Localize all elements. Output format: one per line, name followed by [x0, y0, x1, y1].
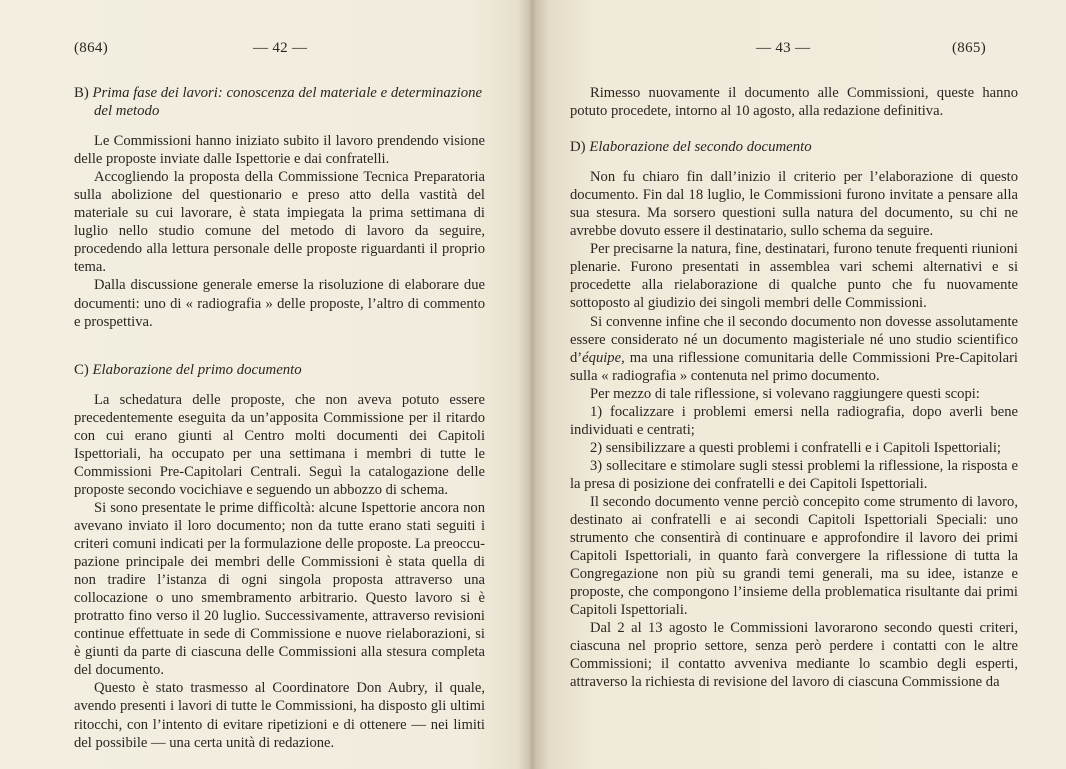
section-d-title: Elaborazione del secondo documento	[589, 139, 812, 156]
right-page	[532, 0, 1066, 769]
section-b-title-line1: Prima fase dei lavori: conoscenza del materiale e determinazione	[92, 85, 483, 101]
section-b-label: B)	[74, 85, 89, 101]
right-page-body	[570, 84, 1018, 692]
section-c-paragraph-2: Si sono presentate le prime difficoltà: alcune Ispettorie ancora non avevano inviato il loro documento; non da tutte erano stati seguiti i criteri comuni indicati per la formulazione delle proposte. La preoccupazione principale dei membri delle Commissioni è stata quella di non tradire l’istanza di ogni singola proposta attraverso una collocazione o uno smembramento arbitrario. Questo lavoro si è protratto fino verso il 20 luglio. Successivamente, attraverso revisioni continue effettuate in sede di Commissione e nuove rielaborazioni, si è giunti da parte di ciascuna delle Commissioni alla stesura completa del documento.	[74, 499, 485, 679]
left-page	[0, 0, 528, 769]
section-d-paragraph-1: Non fu chiaro fin dall’inizio il criterio per l’elaborazione di questo documento. Fin dal 18 luglio, le Commissioni furono invitate a pensare alla sua stesura. Ma sorsero questioni sulla natura del documento, su chi ne avrebbe dovuto essere il destinatario, sullo schema da seguire.	[570, 169, 1018, 240]
section-c-paragraph-3: Questo è stato trasmesso al Coordinatore Don Aubry, il quale, avendo presenti i lavori di tutte le Commissioni, ha disposto gli ultimi ritocchi, con l’intento di evitare ripetizioni e di ottenere — nei limiti del possibile — una certa unità di redazione.	[74, 680, 485, 751]
section-b-paragraph-3: Dalla discussione generale emerse la risoluzione di elaborare due documenti: uno di « radiografia » delle proposte, l’altro di commento e prospettiva.	[74, 277, 485, 330]
section-d-heading	[570, 138, 1018, 156]
section-c-title: Elaborazione del primo documento	[92, 361, 302, 378]
left-bracket-page-number: (864)	[74, 40, 108, 56]
section-b-paragraph-1: Le Commissioni hanno iniziato subito il lavoro prendendo visione delle proposte inviate dalle Ispettorie e dai confratelli.	[74, 133, 485, 168]
right-page-number: — 43 —	[756, 40, 811, 56]
right-bracket-page-number: (865)	[952, 40, 986, 56]
section-c-label: C)	[74, 361, 89, 378]
section-d-paragraph-4: Per mezzo di tale riflessione, si volevano raggiungere questi scopi:	[590, 385, 980, 402]
list-item: 3) sollecitare e stimolare sugli stessi problemi la riflessione, la risposta e la presa di posizione dei confratelli e dei Capitoli Ispettoriali.	[570, 457, 1018, 492]
left-page-body	[74, 84, 485, 752]
section-d-label: D)	[570, 139, 586, 156]
section-d-paragraph-3	[570, 313, 1018, 385]
list-item: 1) focalizzare i problemi emersi nella radiografia, dopo averli bene individuati e centrati;	[570, 403, 1018, 438]
section-b-title-line2: del metodo	[94, 103, 160, 120]
section-d-paragraph-5: Il secondo documento venne perciò concepito come strumento di lavoro, destinato ai confratelli e ai secondi Capitoli Ispettoriali Speciali: uno strumento che consentirà di continuare e approfondire il lavoro dei primi Capitoli Ispettoriali, in quanto farà convergere la riflessione di tutta la Congregazione non più su grandi temi generali, ma su idee, istanze e proposte, che compongono l’insieme della problematica risultante dai primi Capitoli Ispettoriali.	[570, 493, 1018, 619]
equipe-italic: équipe,	[582, 349, 625, 366]
section-d-paragraph-3-start: Si convenne infine che il secondo documento non dovesse assolutamente essere considerato né un documento magisteriale né uno studio scientifico d’	[570, 313, 1018, 366]
section-d-paragraph-6: Dal 2 al 13 agosto le Commissioni lavorarono secondo questi criteri, ciascuna nel proprio settore, senza però perdere i contatti con le altre Commissioni; il contatto avveniva mediante lo scambio degli esperti, attraverso la richiesta di revisione del lavoro di ciascuna Commissione da	[570, 620, 1018, 691]
section-d-paragraph-3-end: ma una riflessione comunitaria delle Commissioni Pre-Capitolari sulla « radiografia » contenuta nel primo documento.	[570, 349, 1018, 384]
list-item: 2) sensibilizzare a questi problemi i confratelli e i Capitoli Ispettoriali;	[590, 439, 1001, 456]
section-b-paragraph-2: Accogliendo la proposta della Commissione Tecnica Preparatoria sulla abolizione del questionario e preso atto della vastità del materiale su cui lavorare, è stata impiegata la prima settimana di luglio nello studio comune del metodo di lavoro da seguire, procedendo alla lettura personale delle proposte riguardanti il proprio tema.	[74, 169, 485, 276]
section-b-heading	[74, 84, 485, 120]
opening-paragraph: Rimesso nuovamente il documento alle Commissioni, queste hanno potuto procedete, intorno al 10 agosto, alla redazione definitiva.	[570, 85, 1018, 120]
left-page-number: — 42 —	[253, 40, 308, 56]
section-c-heading	[74, 361, 485, 379]
section-d-paragraph-2: Per precisarne la natura, fine, destinatari, furono tenute frequenti riunioni plenarie. Furono presentati in assemblea vari schemi alternativi e si procedette alla rielaborazione di qualche punto che fu nuovamente sottoposto al giudizio dei singoli membri delle Commissioni.	[570, 241, 1018, 312]
section-c-paragraph-1: La schedatura delle proposte, che non aveva potuto essere precedentemente eseguita da un’apposita Commissione per il ritardo con cui erano giunti al Centro molti documenti dei Capitoli Ispettoriali, ha occupato per una settimana i membri di tutte le Commissioni Pre-Capitolari Centrali. Seguì la catalogazione delle proposte secondo vocichiave e seguendo un abbozzo di schema.	[74, 391, 485, 498]
